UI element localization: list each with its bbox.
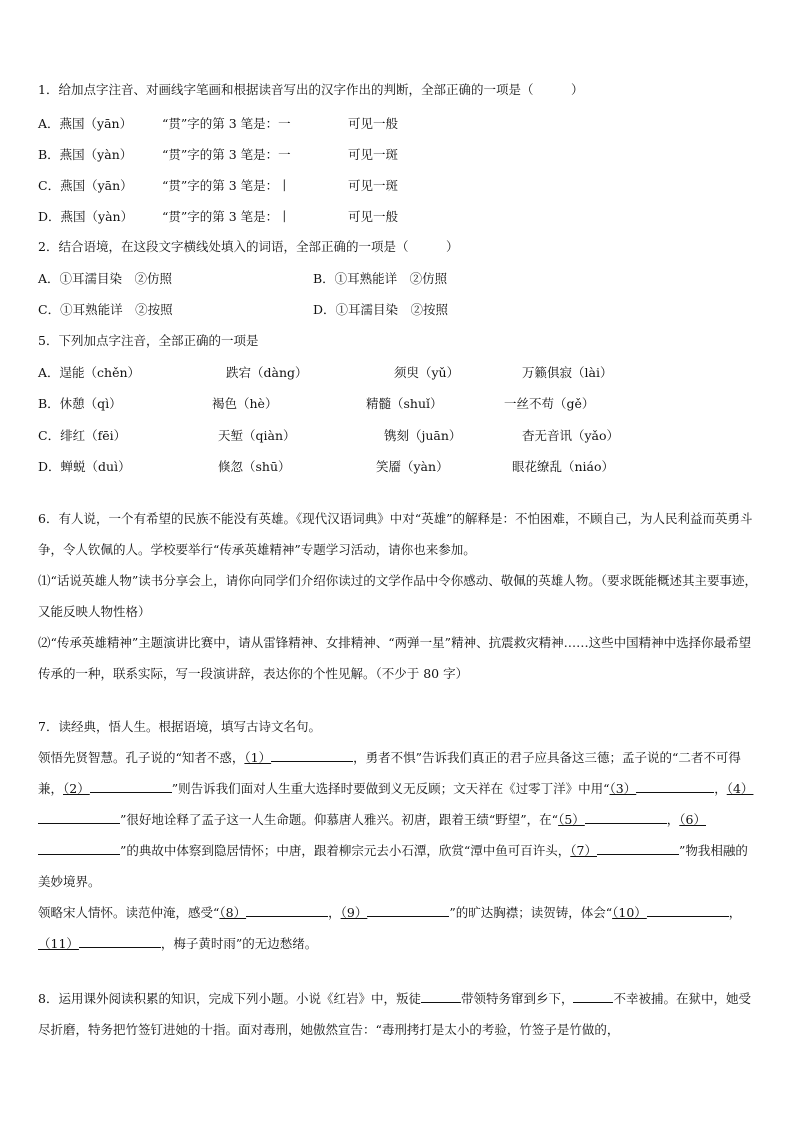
q7-blank-1-label: （1）	[244, 750, 272, 765]
q5-option-a-3: 须臾（yǔ）	[394, 365, 460, 380]
q7-stem: 7．读经典，悟人生。根据语境，填写古诗文名句。	[38, 719, 321, 734]
q1-option-d-stroke: “贯”字的第 3 笔是：丨	[162, 209, 291, 224]
q1-option-d-word: 可见一般	[348, 209, 399, 224]
q8-text-2: 带领特务窜到乡下，	[460, 991, 574, 1006]
q7-passage-2	[38, 897, 760, 959]
q1-option-a-stroke: “贯”字的第 3 笔是：一	[162, 116, 291, 131]
q5-option-b-1: B．休憩（qì）	[38, 396, 122, 411]
q5-option-c-1: C．绯红（fēi）	[38, 428, 127, 443]
q7-text-1: 领悟先贤智慧。孔子说的“知者不惑，	[38, 750, 245, 765]
q6-part2: ⑵“传承英雄精神”主题演讲比赛中，请从雷锋精神、女排精神、“两弹一星”精神、抗震救灾精神……这些中国精神中选择你最希望传承的一种，联系实际，写一段演讲辞，表达你的个性见解。（不少于 80 字）	[38, 635, 752, 681]
q5-option-a-4: 万籁俱寂（lài）	[522, 365, 613, 380]
q7-passage	[38, 742, 760, 897]
q7-blank-10-label: （10）	[612, 905, 647, 920]
q7-blank-6-label: （6）	[679, 812, 706, 827]
q7-blank-3-label: （3）	[609, 781, 637, 796]
q8-blank-1[interactable]	[421, 988, 461, 1003]
q5-option-a-1: A．逞能（chěn）	[38, 365, 141, 380]
q5-option-a-2: 跌宕（dàng）	[226, 365, 308, 380]
q7-blank-11[interactable]	[79, 933, 161, 948]
q1-option-a-pinyin: A．燕国（yān）	[38, 116, 133, 131]
q7-blank-5-label: （5）	[558, 812, 585, 827]
q7-text-13: ，梅子黄时雨”的无边愁绪。	[160, 936, 318, 951]
q7-text-6: ，	[666, 812, 680, 827]
q7-text-5: ”很好地诠释了孟子这一人生命题。仰慕唐人雅兴。初唐，跟着王绩“野望”，在“	[120, 812, 559, 827]
q7-blank-7[interactable]	[597, 840, 679, 855]
q7-blank-3[interactable]	[636, 778, 714, 793]
q5-option-d-1: D．蝉蜕（duì）	[38, 459, 131, 474]
q5-option-d-4: 眼花缭乱（niáo）	[512, 459, 615, 474]
q7-blank-8-label: （8）	[219, 905, 247, 920]
q7-blank-2-label: （2）	[63, 781, 90, 796]
q7-blank-2[interactable]	[90, 778, 172, 793]
q7-blank-5[interactable]	[585, 809, 667, 824]
q7-blank-9[interactable]	[367, 902, 449, 917]
q7-blank-9-label: （9）	[340, 905, 368, 920]
q1-option-c-pinyin: C．燕国（yān）	[38, 178, 133, 193]
q8-text-3: 不幸被捕。在狱中，她受尽折磨，特务把竹签钉进她的十指。面对毒刑，她傲然宣告：“毒刑拷打是太小的考验，竹签子是竹做的，	[38, 991, 751, 1037]
q5-option-b-2: 褐色（hè）	[212, 396, 278, 411]
q6-part1: ⑴“话说英雄人物”读书分享会上，请你向同学们介绍你读过的文学作品中令你感动、敬佩的英雄人物。（要求既能概述其主要事迹，又能反映人物性格）	[38, 573, 758, 619]
q7-text-2: ，勇者不惧”告诉我们真正的君子应具备这三德；孟子说的“二者不可得兼，	[38, 750, 741, 796]
q2-option-b: B．①耳熟能详 ②仿照	[313, 271, 448, 286]
q2-option-a: A．①耳濡目染 ②仿照	[38, 271, 173, 286]
q7-text-11: ”的旷达胸襟；读贺铸，体会“	[449, 905, 613, 920]
q1-option-c-stroke: “贯”字的第 3 笔是：丨	[162, 178, 291, 193]
q7-blank-1[interactable]	[271, 747, 353, 762]
q7-text-10: ，	[328, 905, 341, 920]
q2-stem: 2．结合语境，在这段文字横线处填入的词语，全部正确的一项是（ ）	[38, 239, 459, 254]
q5-option-c-2: 天堑（qiàn）	[218, 428, 296, 443]
q5-option-c-4: 杳无音讯（yǎo）	[522, 428, 620, 443]
q8-blank-2[interactable]	[573, 988, 613, 1003]
q5-option-d-2: 倏忽（shū）	[218, 459, 291, 474]
q7-text-3: ”则告诉我们面对人生重大选择时要做到义无反顾；文天祥在《过零丁洋》中用“	[171, 781, 610, 796]
q5-option-b-4: 一丝不苟（gě）	[504, 396, 595, 411]
q7-blank-4[interactable]	[38, 809, 120, 824]
q1-stem: 1．给加点字注音、对画线字笔画和根据读音写出的汉字作出的判断，全部正确的一项是（ ）	[38, 82, 584, 97]
q1-option-b-pinyin: B．燕国（yàn）	[38, 147, 133, 162]
q2-option-c: C．①耳熟能详 ②按照	[38, 302, 173, 317]
q5-option-b-3: 精髓（shuǐ）	[366, 396, 443, 411]
q7-text-4: ，	[714, 781, 727, 796]
q1-option-c-word: 可见一斑	[348, 178, 399, 193]
q6-intro: 6．有人说，一个有希望的民族不能没有英雄。《现代汉语词典》中对“英雄”的解释是：不怕困难，不顾自己，为人民利益而英勇斗争，令人钦佩的人。学校要举行“传承英雄精神”专题学习活动，请你也来参加。	[38, 511, 753, 557]
q7-text-7: ”的典故中体察到隐居情怀；中唐，跟着柳宗元去小石潭，欣赏“潭中鱼可百许头，	[120, 843, 571, 858]
q5-option-c-3: 镌刻（juān）	[384, 428, 462, 443]
q1-option-a-word: 可见一般	[348, 116, 399, 131]
q7-blank-4-label: （4）	[726, 781, 754, 796]
q1-option-b-word: 可见一斑	[348, 147, 399, 162]
q1-option-b-stroke: “贯”字的第 3 笔是：一	[162, 147, 291, 162]
q7-blank-11-label: （11）	[38, 936, 79, 951]
q7-text-8: ”物我相融的美妙境界。	[38, 843, 748, 889]
q7-blank-6[interactable]	[38, 840, 120, 855]
q7-blank-8[interactable]	[246, 902, 328, 917]
q7-text-9: 领略宋人情怀。读范仲淹，感受“	[38, 905, 220, 920]
q7-blank-7-label: （7）	[570, 843, 597, 858]
q1-option-d-pinyin: D．燕国（yàn）	[38, 209, 134, 224]
q8-text-1: 8．运用课外阅读积累的知识，完成下列小题。小说《红岩》中，叛徒	[38, 991, 421, 1006]
q7-blank-10[interactable]	[647, 902, 729, 917]
q5-option-d-3: 笑靥（yàn）	[376, 459, 449, 474]
q2-option-d: D．①耳濡目染 ②按照	[313, 302, 449, 317]
q8-passage	[38, 983, 760, 1045]
q5-stem: 5．下列加点字注音，全部正确的一项是	[38, 333, 259, 348]
q7-text-12: ，	[728, 905, 742, 920]
